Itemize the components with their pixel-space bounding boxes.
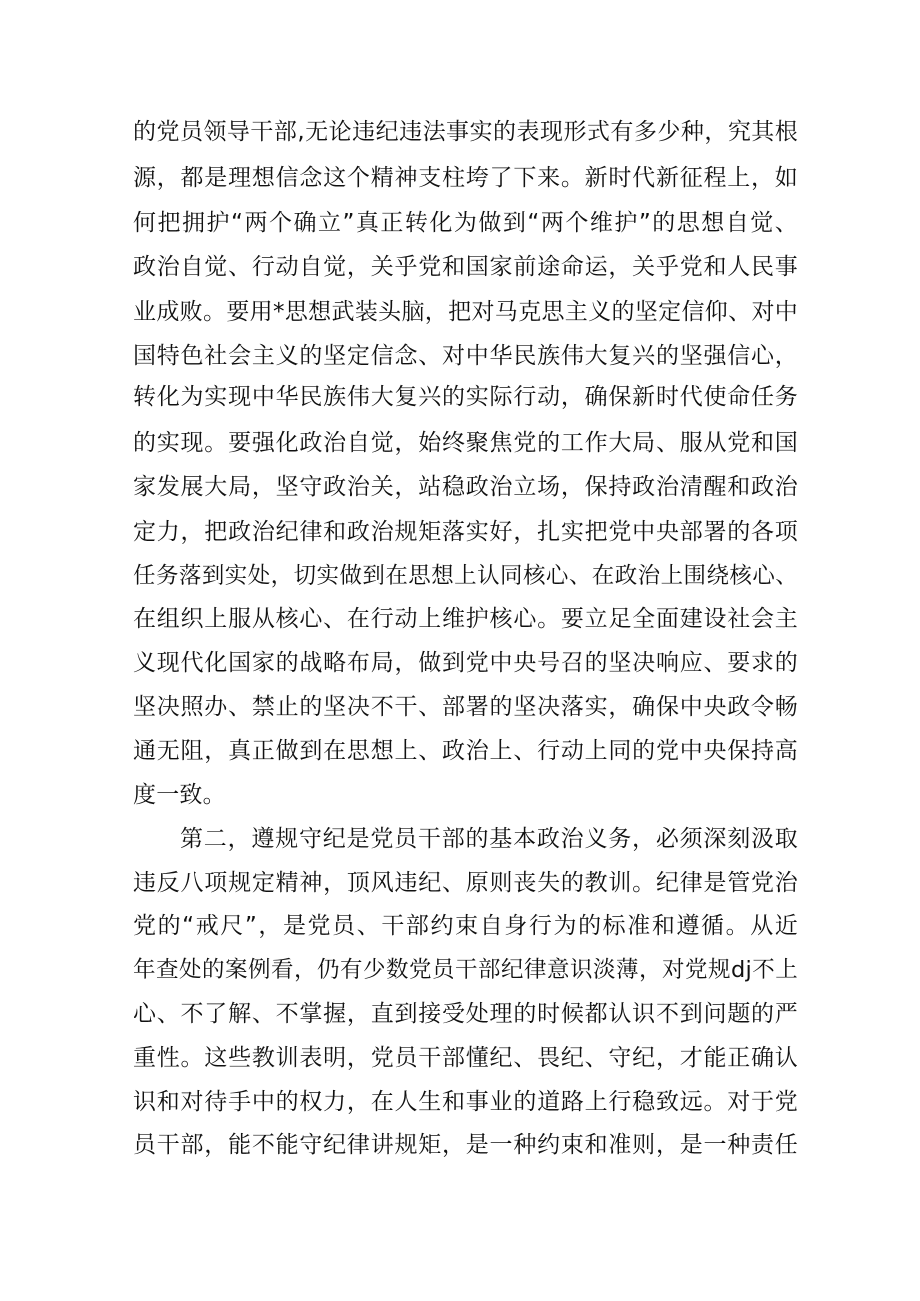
paragraph-1-line-11: 任务落到实处，切实做到在思想上认同核心、在政治上围绕核心、 <box>133 563 798 589</box>
paragraph-2-line-8: 员干部，能不能守纪律讲规矩，是一种约束和准则，是一种责任 <box>133 1132 798 1158</box>
paragraph-2-line-1: 第二，遵规守纪是党员干部的基本政治义务，必须深刻汲取 <box>180 826 798 852</box>
paragraph-1-line-12: 在组织上服从核心、在行动上维护核心。要立足全面建设社会主 <box>133 606 798 632</box>
paragraph-1-line-13: 义现代化国家的战略布局，做到党中央号召的坚决响应、要求的 <box>133 650 798 676</box>
paragraph-2-line-3: 党的“戒尺”，是党员、干部约束自身行为的标准和遵循。从近 <box>133 913 798 939</box>
paragraph-1-line-16: 度一致。 <box>133 782 226 808</box>
paragraph-2-line-6: 重性。这些教训表明，党员干部懂纪、畏纪、守纪，才能正确认 <box>133 1045 798 1071</box>
paragraph-2-line-7: 识和对待手中的权力，在人生和事业的道路上行稳致远。对于党 <box>133 1089 798 1115</box>
paragraph-1-line-15: 通无阻，真正做到在思想上、政治上、行动上同的党中央保持高 <box>133 738 798 764</box>
paragraph-1-line-6: 国特色社会主义的坚定信念、对中华民族伟大复兴的坚强信心， <box>133 343 798 369</box>
paragraph-1-line-2: 源，都是理想信念这个精神支柱垮了下来。新时代新征程上，如 <box>133 165 798 191</box>
paragraph-1-line-3: 何把拥护“两个确立”真正转化为做到“两个维护”的思想自觉、 <box>133 210 798 236</box>
paragraph-1-line-10: 定力，把政治纪律和政治规矩落实好，扎实把党中央部署的各项 <box>133 519 798 545</box>
paragraph-1-line-9: 家发展大局，坚守政治关，站稳政治立场，保持政治清醒和政治 <box>133 474 798 500</box>
paragraph-2-line-4: 年查处的案例看，仍有少数党员干部纪律意识淡薄，对党规dj不上 <box>133 957 798 983</box>
paragraph-2-line-5: 心、不了解、不掌握，直到接受处理的时候都认识不到问题的严 <box>133 1001 798 1027</box>
paragraph-1-line-14: 坚决照办、禁止的坚决不干、部署的坚决落实，确保中央政令畅 <box>133 694 798 720</box>
paragraph-2-line-2: 违反八项规定精神，顶风违纪、原则丧失的教训。纪律是管党治 <box>133 870 798 896</box>
paragraph-1-line-8: 的实现。要强化政治自觉，始终聚焦党的工作大局、服从党和国 <box>133 430 798 456</box>
paragraph-1-line-7: 转化为实现中华民族伟大复兴的实际行动，确保新时代使命任务 <box>133 384 798 410</box>
paragraph-1-line-1: 的党员领导干部,无论违纪违法事实的表现形式有多少种，究其根 <box>133 119 798 145</box>
paragraph-1-line-5: 业成败。要用*思想武装头脑，把对马克思主义的坚定信仰、对中 <box>133 299 798 325</box>
paragraph-1-line-4: 政治自觉、行动自觉，关乎党和国家前途命运，关乎党和人民事 <box>133 254 798 280</box>
